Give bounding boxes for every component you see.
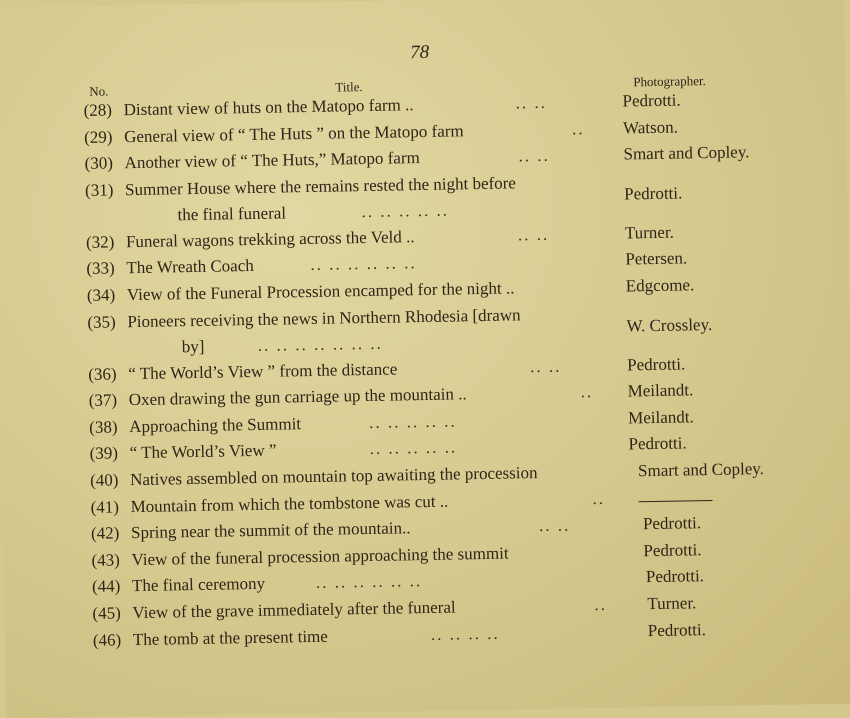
entry-photographer: Edgcome.	[625, 275, 695, 296]
entry-number: (36)	[88, 363, 117, 384]
entry-number: (41)	[90, 496, 120, 517]
blank-photographer-rule	[639, 500, 713, 502]
entry-title: “ The World’s View ” from the distance	[128, 359, 398, 383]
entry-photographer: W. Crossley.	[626, 314, 713, 336]
leader-dots: .. .. .. .. .. ..	[315, 571, 423, 593]
entry-photographer: Smart and Copley.	[623, 142, 750, 164]
entry-title: General view of “ The Huts ” on the Matopo farm	[123, 120, 464, 146]
leader-dots: .. ..	[530, 356, 562, 376]
entry-number: (46)	[92, 629, 122, 650]
leader-dots: ..	[592, 488, 606, 508]
entry-title: Oxen drawing the gun carriage up the mountain ..	[128, 384, 467, 410]
entry-photographer: Meilandt.	[627, 380, 694, 401]
entry-number: (30)	[84, 153, 114, 174]
entry-photographer: Turner.	[624, 222, 675, 243]
leader-dots: .. ..	[515, 92, 548, 113]
entry-photographer: Petersen.	[625, 248, 688, 269]
entry-title: Spring near the summit of the mountain..	[130, 518, 411, 543]
entry-number: (38)	[89, 417, 118, 437]
entry-title: View of the funeral procession approaching the summit	[131, 543, 509, 569]
column-header-no: No.	[89, 83, 109, 99]
entry-photographer: Smart and Copley.	[637, 459, 765, 481]
entry-title: View of the grave immediately after the funeral	[132, 597, 456, 623]
leader-dots: .. .. .. .. ..	[369, 437, 458, 459]
entry-photographer: Pedrotti.	[627, 354, 686, 375]
entry-number: (45)	[92, 603, 121, 623]
entry-number: (40)	[89, 470, 119, 490]
entry-title: Natives assembled on mountain top awaiting the procession	[129, 462, 538, 490]
leader-dots: .. ..	[518, 145, 550, 166]
entry-number: (32)	[85, 232, 115, 252]
page-number: 78	[410, 41, 430, 64]
entry-title: Pioneers receiving the news in Northern Rhodesia [drawn	[127, 304, 521, 331]
entry-title: Approaching the Summit	[129, 413, 302, 436]
entry-number: (29)	[83, 127, 113, 147]
entry-number: (43)	[91, 550, 121, 570]
photograph-list	[0, 85, 850, 656]
entry-title: Distant view of huts on the Matopo farm ..	[123, 95, 414, 120]
entry-title: View of the Funeral Procession encamped for the night ..	[126, 278, 515, 305]
entry-photographer: Pedrotti.	[643, 539, 702, 560]
entry-title: The final ceremony	[131, 574, 266, 596]
entry-photographer: Meilandt.	[627, 407, 694, 428]
entry-title-continued: by]	[181, 336, 205, 356]
entry-photographer: Pedrotti.	[624, 183, 683, 204]
leader-dots: .. ..	[538, 515, 571, 536]
entry-number: (31)	[84, 180, 114, 200]
entry-photographer: Pedrotti.	[628, 433, 687, 454]
entry-title: Summer House where the remains rested the night before	[124, 173, 517, 199]
entry-title: Another view of “ The Huts,” Matopo farm	[124, 148, 420, 173]
entry-number: (35)	[87, 311, 116, 332]
entry-title: Mountain from which the tombstone was cut ..	[130, 491, 449, 516]
leader-dots: .. .. .. .. .. .. ..	[257, 333, 383, 355]
entry-photographer: Pedrotti.	[647, 619, 707, 640]
entry-number: (37)	[88, 390, 118, 411]
entry-number: (44)	[91, 576, 121, 597]
leader-dots: ..	[571, 118, 585, 138]
entry-number: (34)	[86, 285, 116, 305]
entry-number: (28)	[83, 100, 113, 120]
entry-title-continued: the final funeral	[177, 203, 287, 225]
entry-title: Funeral wagons trekking across the Veld ..	[125, 226, 415, 251]
leader-dots: .. .. .. .. ..	[368, 411, 457, 432]
column-header-photographer: Photographer.	[633, 73, 706, 90]
leader-dots: ..	[594, 594, 608, 614]
entry-photographer: Watson.	[622, 117, 679, 138]
entry-title: “ The World’s View ”	[129, 440, 277, 463]
entry-photographer: Turner.	[647, 593, 697, 614]
entry-title: The Wreath Coach	[126, 256, 254, 278]
entry-title: The tomb at the present time	[132, 626, 329, 649]
leader-dots: ..	[580, 382, 594, 402]
leader-dots: .. .. .. ..	[430, 623, 500, 644]
entry-photographer: Pedrotti.	[622, 90, 681, 111]
entry-number: (33)	[86, 258, 115, 279]
leader-dots: .. .. .. .. ..	[361, 200, 450, 221]
column-header-title: Title.	[335, 79, 363, 95]
entry-number: (39)	[89, 443, 119, 464]
entry-photographer: Pedrotti.	[642, 513, 702, 534]
leader-dots: .. ..	[517, 224, 550, 245]
entry-number: (42)	[90, 523, 120, 543]
leader-dots: .. .. .. .. .. ..	[310, 253, 417, 275]
entry-photographer: Pedrotti.	[645, 566, 705, 587]
